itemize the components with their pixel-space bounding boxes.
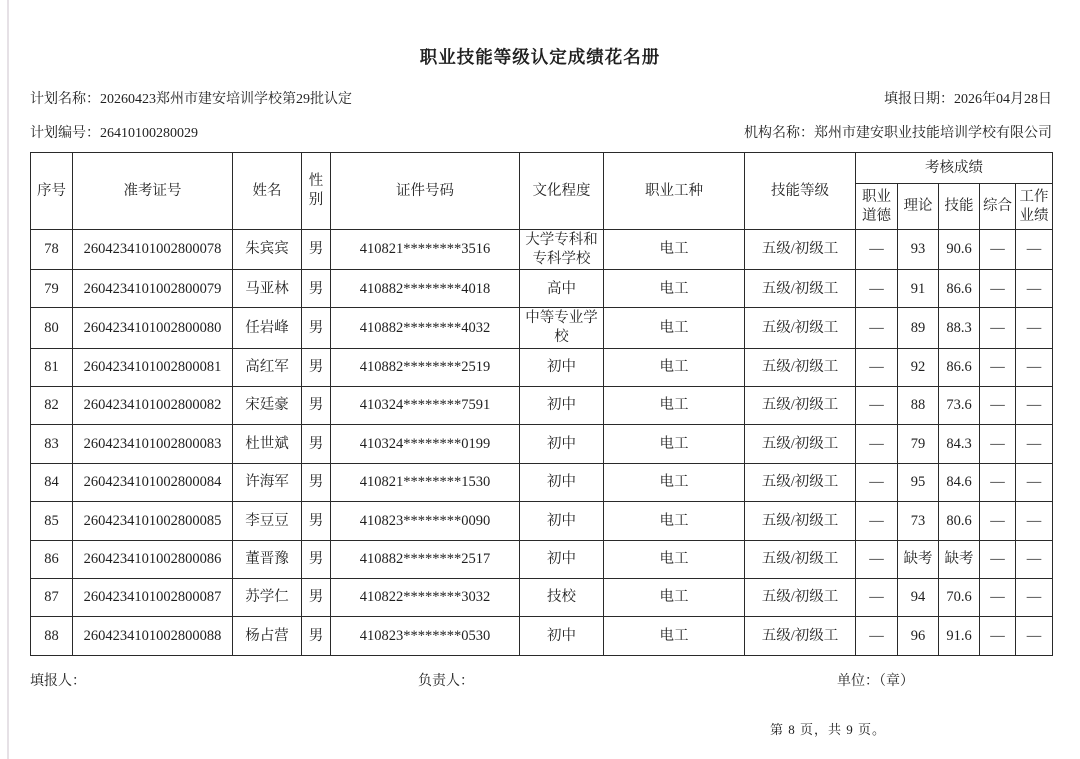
cell-ethics: — bbox=[856, 270, 898, 308]
cell-comprehensive: — bbox=[980, 463, 1016, 501]
cell-seq: 88 bbox=[31, 617, 73, 655]
manager-label: 负责人： bbox=[418, 674, 474, 689]
table-row bbox=[31, 617, 1053, 655]
cell-education: 高中 bbox=[520, 270, 604, 308]
cell-name: 朱宾宾 bbox=[233, 230, 302, 270]
report-date-label: 填报日期： bbox=[884, 92, 954, 107]
cell-gender: 男 bbox=[302, 308, 331, 348]
cell-skill: 84.3 bbox=[939, 425, 980, 463]
cell-ticket: 2604234101002800080 bbox=[73, 308, 233, 348]
cell-ticket: 2604234101002800086 bbox=[73, 540, 233, 578]
cell-theory: 92 bbox=[898, 348, 939, 386]
cell-gender: 男 bbox=[302, 270, 331, 308]
cell-work: — bbox=[1016, 230, 1053, 270]
cell-level: 五级/初级工 bbox=[745, 463, 856, 501]
cell-occupation: 电工 bbox=[604, 348, 745, 386]
cell-seq: 84 bbox=[31, 463, 73, 501]
cell-level: 五级/初级工 bbox=[745, 386, 856, 424]
cell-work: — bbox=[1016, 617, 1053, 655]
col-header-gender: 性别 bbox=[302, 153, 331, 230]
cell-ethics: — bbox=[856, 425, 898, 463]
report-date-value: 2026年04月28日 bbox=[954, 92, 1052, 107]
cell-ticket: 2604234101002800085 bbox=[73, 502, 233, 540]
cell-skill: 91.6 bbox=[939, 617, 980, 655]
page-title: 职业技能等级认定成绩花名册 bbox=[419, 47, 661, 67]
cell-theory: 88 bbox=[898, 386, 939, 424]
cell-id: 410882********2517 bbox=[331, 540, 520, 578]
report-date bbox=[884, 88, 1052, 108]
cell-name: 杨占营 bbox=[233, 617, 302, 655]
col-header-score-work: 工作业绩 bbox=[1016, 184, 1053, 230]
cell-comprehensive: — bbox=[980, 540, 1016, 578]
cell-work: — bbox=[1016, 540, 1053, 578]
table-row bbox=[31, 578, 1053, 616]
cell-name: 高红军 bbox=[233, 348, 302, 386]
cell-ethics: — bbox=[856, 308, 898, 348]
cell-theory: 93 bbox=[898, 230, 939, 270]
cell-work: — bbox=[1016, 270, 1053, 308]
cell-skill: 70.6 bbox=[939, 578, 980, 616]
cell-name: 苏学仁 bbox=[233, 578, 302, 616]
table-row bbox=[31, 463, 1053, 501]
cell-education: 初中 bbox=[520, 617, 604, 655]
cell-work: — bbox=[1016, 308, 1053, 348]
plan-code bbox=[30, 122, 198, 142]
col-header-score-ethics: 职业道德 bbox=[856, 184, 898, 230]
cell-ticket: 2604234101002800083 bbox=[73, 425, 233, 463]
cell-occupation: 电工 bbox=[604, 425, 745, 463]
roster-table bbox=[30, 152, 1053, 656]
cell-id: 410882********4032 bbox=[331, 308, 520, 348]
cell-ethics: — bbox=[856, 230, 898, 270]
cell-skill: 80.6 bbox=[939, 502, 980, 540]
plan-code-label: 计划编号： bbox=[30, 126, 100, 141]
cell-ethics: — bbox=[856, 386, 898, 424]
cell-occupation: 电工 bbox=[604, 386, 745, 424]
cell-comprehensive: — bbox=[980, 308, 1016, 348]
cell-name: 李豆豆 bbox=[233, 502, 302, 540]
cell-skill: 90.6 bbox=[939, 230, 980, 270]
cell-comprehensive: — bbox=[980, 230, 1016, 270]
cell-theory: 89 bbox=[898, 308, 939, 348]
cell-ticket: 2604234101002800084 bbox=[73, 463, 233, 501]
plan-code-value: 26410100280029 bbox=[100, 126, 198, 141]
table-row bbox=[31, 386, 1053, 424]
cell-comprehensive: — bbox=[980, 348, 1016, 386]
cell-occupation: 电工 bbox=[604, 230, 745, 270]
org-name-value: 郑州市建安职业技能培训学校有限公司 bbox=[814, 126, 1052, 141]
cell-comprehensive: — bbox=[980, 270, 1016, 308]
cell-work: — bbox=[1016, 425, 1053, 463]
cell-work: — bbox=[1016, 386, 1053, 424]
cell-theory: 96 bbox=[898, 617, 939, 655]
page-info: 第 8 页，共 9 页。 bbox=[770, 722, 887, 737]
cell-name: 宋廷豪 bbox=[233, 386, 302, 424]
table-row bbox=[31, 230, 1053, 270]
col-header-score-group: 考核成绩 bbox=[856, 153, 1053, 184]
table-row bbox=[31, 270, 1053, 308]
cell-comprehensive: — bbox=[980, 386, 1016, 424]
cell-seq: 81 bbox=[31, 348, 73, 386]
header-row-1 bbox=[31, 153, 1053, 184]
cell-level: 五级/初级工 bbox=[745, 425, 856, 463]
cell-education: 初中 bbox=[520, 502, 604, 540]
cell-level: 五级/初级工 bbox=[745, 230, 856, 270]
table-body bbox=[31, 230, 1053, 656]
col-header-seq: 序号 bbox=[31, 153, 73, 230]
cell-id: 410823********0090 bbox=[331, 502, 520, 540]
cell-gender: 男 bbox=[302, 230, 331, 270]
plan-name-value: 20260423郑州市建安培训学校第29批认定 bbox=[100, 92, 352, 107]
cell-ethics: — bbox=[856, 348, 898, 386]
cell-gender: 男 bbox=[302, 425, 331, 463]
org-name bbox=[744, 122, 1052, 142]
cell-occupation: 电工 bbox=[604, 502, 745, 540]
cell-education: 初中 bbox=[520, 540, 604, 578]
cell-gender: 男 bbox=[302, 463, 331, 501]
cell-education: 技校 bbox=[520, 578, 604, 616]
cell-level: 五级/初级工 bbox=[745, 270, 856, 308]
cell-comprehensive: — bbox=[980, 578, 1016, 616]
cell-level: 五级/初级工 bbox=[745, 578, 856, 616]
cell-level: 五级/初级工 bbox=[745, 348, 856, 386]
table-row bbox=[31, 308, 1053, 348]
table-row bbox=[31, 348, 1053, 386]
cell-name: 马亚林 bbox=[233, 270, 302, 308]
cell-comprehensive: — bbox=[980, 425, 1016, 463]
cell-name: 杜世斌 bbox=[233, 425, 302, 463]
cell-education: 大学专科和专科学校 bbox=[520, 230, 604, 270]
cell-name: 董晋豫 bbox=[233, 540, 302, 578]
cell-work: — bbox=[1016, 502, 1053, 540]
page-edge-divider bbox=[7, 0, 9, 759]
cell-ticket: 2604234101002800081 bbox=[73, 348, 233, 386]
cell-education: 初中 bbox=[520, 463, 604, 501]
cell-occupation: 电工 bbox=[604, 308, 745, 348]
cell-id: 410882********4018 bbox=[331, 270, 520, 308]
cell-seq: 80 bbox=[31, 308, 73, 348]
cell-name: 任岩峰 bbox=[233, 308, 302, 348]
cell-education: 初中 bbox=[520, 348, 604, 386]
col-header-score-comprehensive: 综合 bbox=[980, 184, 1016, 230]
cell-theory: 79 bbox=[898, 425, 939, 463]
cell-level: 五级/初级工 bbox=[745, 308, 856, 348]
col-header-id-number: 证件号码 bbox=[331, 153, 520, 230]
cell-level: 五级/初级工 bbox=[745, 502, 856, 540]
cell-work: — bbox=[1016, 578, 1053, 616]
cell-ethics: — bbox=[856, 463, 898, 501]
cell-id: 410821********1530 bbox=[331, 463, 520, 501]
cell-ethics: — bbox=[856, 617, 898, 655]
cell-skill: 86.6 bbox=[939, 348, 980, 386]
cell-ethics: — bbox=[856, 540, 898, 578]
cell-theory: 95 bbox=[898, 463, 939, 501]
cell-education: 中等专业学校 bbox=[520, 308, 604, 348]
cell-level: 五级/初级工 bbox=[745, 617, 856, 655]
cell-gender: 男 bbox=[302, 348, 331, 386]
cell-seq: 82 bbox=[31, 386, 73, 424]
col-header-education: 文化程度 bbox=[520, 153, 604, 230]
cell-gender: 男 bbox=[302, 578, 331, 616]
table-row bbox=[31, 502, 1053, 540]
cell-skill: 86.6 bbox=[939, 270, 980, 308]
cell-ticket: 2604234101002800082 bbox=[73, 386, 233, 424]
cell-seq: 86 bbox=[31, 540, 73, 578]
plan-name-label: 计划名称： bbox=[30, 92, 100, 107]
cell-comprehensive: — bbox=[980, 617, 1016, 655]
cell-seq: 83 bbox=[31, 425, 73, 463]
cell-work: — bbox=[1016, 463, 1053, 501]
cell-gender: 男 bbox=[302, 617, 331, 655]
cell-occupation: 电工 bbox=[604, 463, 745, 501]
cell-id: 410324********0199 bbox=[331, 425, 520, 463]
cell-theory: 91 bbox=[898, 270, 939, 308]
col-header-skill-level: 技能等级 bbox=[745, 153, 856, 230]
cell-ethics: — bbox=[856, 578, 898, 616]
cell-id: 410823********0530 bbox=[331, 617, 520, 655]
org-name-label: 机构名称： bbox=[744, 126, 814, 141]
cell-skill: 73.6 bbox=[939, 386, 980, 424]
cell-ticket: 2604234101002800078 bbox=[73, 230, 233, 270]
cell-theory: 73 bbox=[898, 502, 939, 540]
cell-occupation: 电工 bbox=[604, 617, 745, 655]
cell-seq: 85 bbox=[31, 502, 73, 540]
cell-gender: 男 bbox=[302, 502, 331, 540]
cell-work: — bbox=[1016, 348, 1053, 386]
cell-theory: 94 bbox=[898, 578, 939, 616]
cell-skill: 84.6 bbox=[939, 463, 980, 501]
cell-occupation: 电工 bbox=[604, 540, 745, 578]
cell-ticket: 2604234101002800079 bbox=[73, 270, 233, 308]
cell-seq: 79 bbox=[31, 270, 73, 308]
cell-theory: 缺考 bbox=[898, 540, 939, 578]
cell-name: 许海军 bbox=[233, 463, 302, 501]
cell-gender: 男 bbox=[302, 386, 331, 424]
cell-education: 初中 bbox=[520, 386, 604, 424]
filler-label: 填报人： bbox=[30, 674, 86, 689]
col-header-ticket: 准考证号 bbox=[73, 153, 233, 230]
cell-id: 410324********7591 bbox=[331, 386, 520, 424]
cell-ticket: 2604234101002800087 bbox=[73, 578, 233, 616]
cell-seq: 87 bbox=[31, 578, 73, 616]
col-header-occupation: 职业工种 bbox=[604, 153, 745, 230]
cell-occupation: 电工 bbox=[604, 578, 745, 616]
col-header-score-theory: 理论 bbox=[898, 184, 939, 230]
table-row bbox=[31, 540, 1053, 578]
cell-gender: 男 bbox=[302, 540, 331, 578]
col-header-name: 姓名 bbox=[233, 153, 302, 230]
cell-occupation: 电工 bbox=[604, 270, 745, 308]
cell-ethics: — bbox=[856, 502, 898, 540]
unit-label: 单位：（章） bbox=[837, 674, 914, 689]
col-header-score-skill: 技能 bbox=[939, 184, 980, 230]
cell-comprehensive: — bbox=[980, 502, 1016, 540]
cell-id: 410882********2519 bbox=[331, 348, 520, 386]
cell-education: 初中 bbox=[520, 425, 604, 463]
table-row bbox=[31, 425, 1053, 463]
cell-id: 410821********3516 bbox=[331, 230, 520, 270]
cell-level: 五级/初级工 bbox=[745, 540, 856, 578]
cell-skill: 缺考 bbox=[939, 540, 980, 578]
cell-id: 410822********3032 bbox=[331, 578, 520, 616]
plan-name bbox=[30, 88, 352, 108]
cell-skill: 88.3 bbox=[939, 308, 980, 348]
cell-ticket: 2604234101002800088 bbox=[73, 617, 233, 655]
cell-seq: 78 bbox=[31, 230, 73, 270]
